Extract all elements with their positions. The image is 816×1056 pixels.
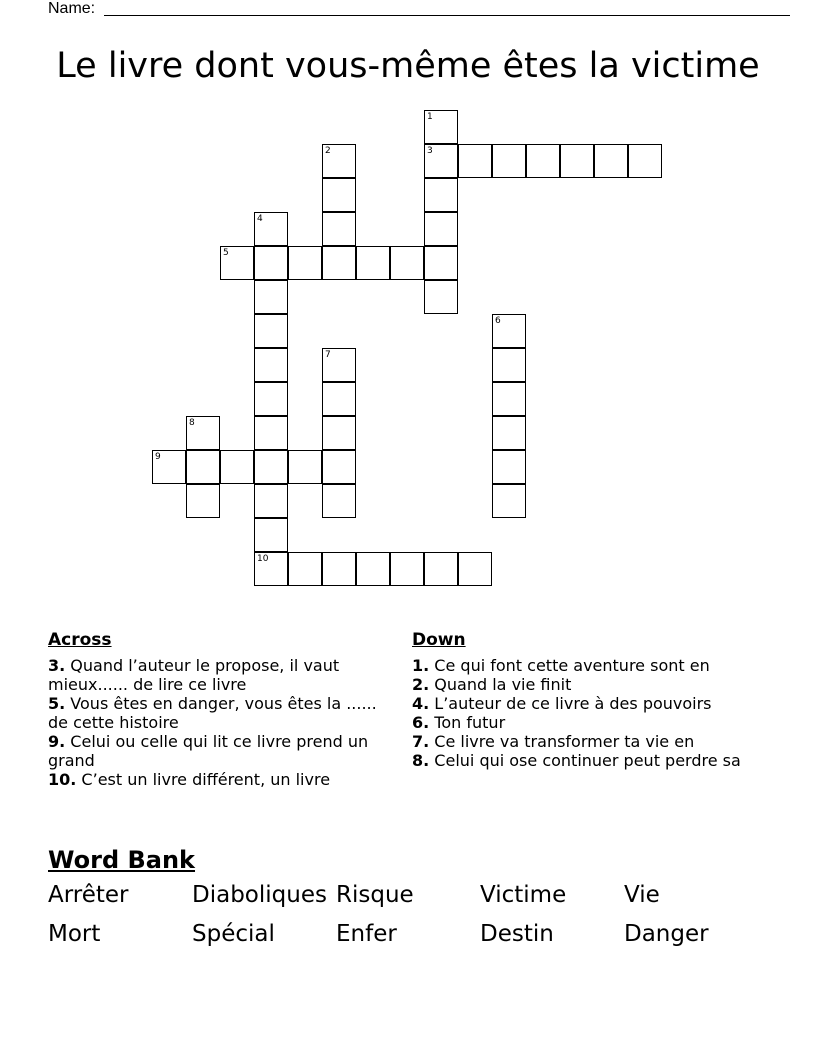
clue-number-label: 10. bbox=[48, 770, 77, 789]
crossword-cell[interactable] bbox=[254, 382, 288, 416]
crossword-cell[interactable] bbox=[220, 246, 254, 280]
across-heading: Across bbox=[48, 630, 112, 650]
clue-number-label: 8. bbox=[412, 751, 430, 770]
word-bank-item: Destin bbox=[480, 921, 554, 947]
crossword-cell[interactable] bbox=[322, 246, 356, 280]
crossword-cell[interactable] bbox=[220, 450, 254, 484]
word-bank bbox=[48, 880, 768, 960]
crossword-cell[interactable] bbox=[322, 484, 356, 518]
crossword-cell[interactable] bbox=[322, 552, 356, 586]
clue-text: Ce livre va transformer ta vie en bbox=[429, 732, 695, 751]
crossword-cell[interactable] bbox=[492, 144, 526, 178]
crossword-cell[interactable] bbox=[424, 212, 458, 246]
crossword-cell[interactable] bbox=[322, 144, 356, 178]
crossword-cell[interactable] bbox=[424, 552, 458, 586]
down-heading: Down bbox=[412, 630, 466, 650]
clue-number-label: 2. bbox=[412, 675, 430, 694]
crossword-cell[interactable] bbox=[254, 552, 288, 586]
word-bank-item: Vie bbox=[624, 882, 660, 908]
down-clue bbox=[412, 732, 762, 751]
crossword-cell[interactable] bbox=[322, 178, 356, 212]
name-label: Name: bbox=[48, 0, 96, 17]
clue-text: L’auteur de ce livre à des pouvoirs bbox=[429, 694, 712, 713]
crossword-cell[interactable] bbox=[254, 518, 288, 552]
clue-number: 3 bbox=[427, 146, 433, 156]
crossword-cell[interactable] bbox=[424, 246, 458, 280]
clue-number: 9 bbox=[155, 452, 161, 462]
crossword-cell[interactable] bbox=[254, 314, 288, 348]
crossword-cell[interactable] bbox=[390, 246, 424, 280]
crossword-cell[interactable] bbox=[424, 280, 458, 314]
crossword-cell[interactable] bbox=[492, 416, 526, 450]
crossword-cell[interactable] bbox=[254, 212, 288, 246]
across-clue bbox=[48, 732, 393, 770]
clue-text: Quand l’auteur le propose, il vaut mieux...... de lire ce livre bbox=[48, 656, 340, 694]
crossword-cell[interactable] bbox=[288, 552, 322, 586]
crossword-cell[interactable] bbox=[390, 552, 424, 586]
crossword-cell[interactable] bbox=[424, 110, 458, 144]
down-clue bbox=[412, 656, 762, 675]
clue-text: Ce qui font cette aventure sont en bbox=[429, 656, 710, 675]
clue-number: 4 bbox=[257, 214, 263, 224]
word-bank-item: Spécial bbox=[192, 921, 275, 947]
word-bank-title: Word Bank bbox=[48, 846, 196, 874]
clue-text: Celui ou celle qui lit ce livre prend un grand bbox=[48, 732, 369, 770]
crossword-cell[interactable] bbox=[186, 416, 220, 450]
crossword-cell[interactable] bbox=[254, 416, 288, 450]
crossword-cell[interactable] bbox=[458, 144, 492, 178]
clue-number-label: 1. bbox=[412, 656, 430, 675]
clue-text: Ton futur bbox=[429, 713, 506, 732]
clue-text: Vous êtes en danger, vous êtes la ...... de cette histoire bbox=[48, 694, 377, 732]
word-bank-item: Arrêter bbox=[48, 882, 129, 908]
across-clue bbox=[48, 770, 393, 789]
clue-text: Quand la vie finit bbox=[429, 675, 572, 694]
clue-number-label: 5. bbox=[48, 694, 66, 713]
across-clue bbox=[48, 694, 393, 732]
crossword-cell[interactable] bbox=[492, 314, 526, 348]
crossword-cell[interactable] bbox=[492, 484, 526, 518]
page-title: Le livre dont vous-même êtes la victime bbox=[56, 46, 760, 86]
down-clue bbox=[412, 694, 762, 713]
clue-number-label: 6. bbox=[412, 713, 430, 732]
crossword-cell[interactable] bbox=[424, 144, 458, 178]
crossword-cell[interactable] bbox=[288, 246, 322, 280]
clue-number: 6 bbox=[495, 316, 501, 326]
down-clues bbox=[412, 656, 762, 770]
crossword-cell[interactable] bbox=[526, 144, 560, 178]
crossword-cell[interactable] bbox=[186, 484, 220, 518]
down-clue bbox=[412, 751, 762, 770]
crossword-cell[interactable] bbox=[492, 450, 526, 484]
crossword-cell[interactable] bbox=[254, 484, 288, 518]
down-clue bbox=[412, 675, 762, 694]
crossword-cell[interactable] bbox=[322, 382, 356, 416]
crossword-cell[interactable] bbox=[288, 450, 322, 484]
crossword-cell[interactable] bbox=[458, 552, 492, 586]
crossword-cell[interactable] bbox=[560, 144, 594, 178]
down-clue bbox=[412, 713, 762, 732]
across-clues bbox=[48, 656, 393, 789]
crossword-cell[interactable] bbox=[492, 348, 526, 382]
clue-number: 5 bbox=[223, 248, 229, 258]
word-bank-item: Diaboliques bbox=[192, 882, 327, 908]
crossword-cell[interactable] bbox=[594, 144, 628, 178]
crossword-cell[interactable] bbox=[356, 246, 390, 280]
crossword-cell[interactable] bbox=[186, 450, 220, 484]
crossword-cell[interactable] bbox=[152, 450, 186, 484]
word-bank-item: Risque bbox=[336, 882, 414, 908]
clue-number-label: 9. bbox=[48, 732, 66, 751]
clue-number-label: 3. bbox=[48, 656, 66, 675]
crossword-cell[interactable] bbox=[254, 246, 288, 280]
crossword-cell[interactable] bbox=[322, 416, 356, 450]
clue-text: Celui qui ose continuer peut perdre sa bbox=[429, 751, 741, 770]
across-clue bbox=[48, 656, 393, 694]
clue-number: 1 bbox=[427, 112, 433, 122]
crossword-cell[interactable] bbox=[322, 212, 356, 246]
crossword-cell[interactable] bbox=[424, 178, 458, 212]
crossword-cell[interactable] bbox=[254, 450, 288, 484]
crossword-cell[interactable] bbox=[254, 280, 288, 314]
word-bank-item: Mort bbox=[48, 921, 101, 947]
crossword-cell[interactable] bbox=[628, 144, 662, 178]
crossword-cell[interactable] bbox=[356, 552, 390, 586]
word-bank-item: Enfer bbox=[336, 921, 397, 947]
crossword-cell[interactable] bbox=[322, 450, 356, 484]
crossword-cell[interactable] bbox=[254, 348, 288, 382]
crossword-cell[interactable] bbox=[492, 382, 526, 416]
clue-number-label: 7. bbox=[412, 732, 430, 751]
clue-number: 7 bbox=[325, 350, 331, 360]
clue-number: 10 bbox=[257, 554, 269, 564]
clue-number: 2 bbox=[325, 146, 331, 156]
clue-number-label: 4. bbox=[412, 694, 430, 713]
crossword-cell[interactable] bbox=[322, 348, 356, 382]
clue-number: 8 bbox=[189, 418, 195, 428]
word-bank-item: Victime bbox=[480, 882, 567, 908]
clue-text: C’est un livre différent, un livre bbox=[76, 770, 331, 789]
word-bank-item: Danger bbox=[624, 921, 709, 947]
